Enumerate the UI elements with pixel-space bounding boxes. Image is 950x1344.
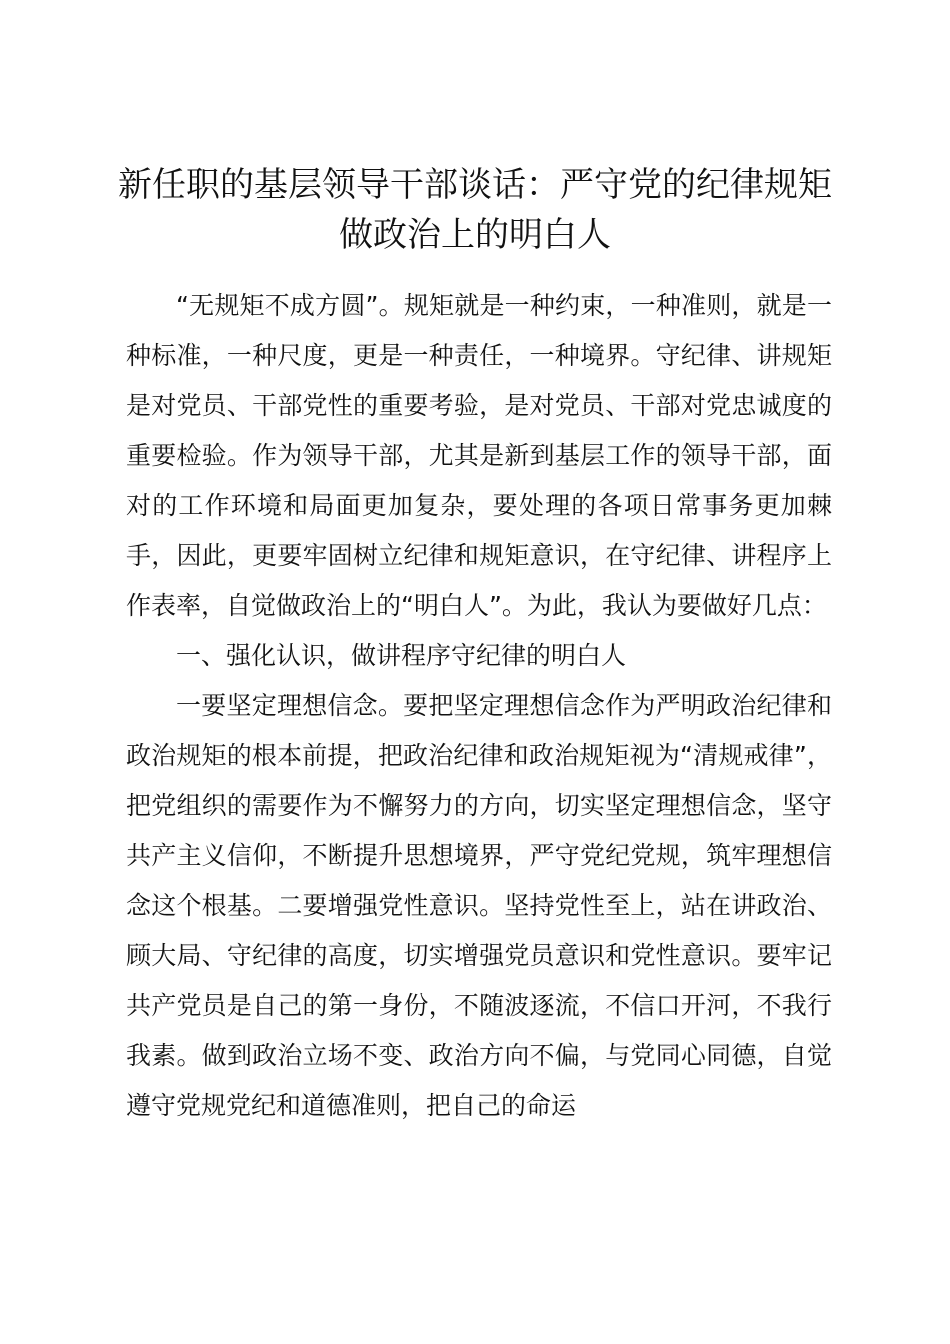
intro-paragraph: “无规矩不成方圆”。规矩就是一种约束，一种准则，就是一种标准，一种尺度，更是一种责任，一种境界。守纪律、讲规矩是对党员、干部党性的重要考验，是对党员、干部对党忠诚度的重要检验。作为领导干部，尤其是新到基层工作的领导干部，面对的工作环境和局面更加复杂，要处理的各项日常事务更加棘手，因此，更要牢固树立纪律和规矩意识，在守纪律、讲程序上作表率，自觉做政治上的“明白人”。为此，我认为要做好几点： [126,291,832,620]
document-body [126,281,832,1131]
section-heading: 一、强化认识，做讲程序守纪律的明白人 [176,641,627,670]
document-title: 新任职的基层领导干部谈话：严守党的纪律规矩做政治上的明白人 [118,165,832,255]
body-paragraph: 一要坚定理想信念。要把坚定理想信念作为严明政治纪律和政治规矩的根本前提，把政治纪律和政治规矩视为“清规戒律”，把党组织的需要作为不懈努力的方向，切实坚定理想信念，坚守共产主义信仰，不断提升思想境界，严守党纪党规，筑牢理想信念这个根基。二要增强党性意识。坚持党性至上，站在讲政治、顾大局、守纪律的高度，切实增强党员意识和党性意识。要牢记共产党员是自己的第一身份，不随波逐流，不信口开河，不我行我素。做到政治立场不变、政治方向不偏，与党同心同德，自觉遵守党规党纪和道德准则，把自己的命运 [126,691,832,1120]
